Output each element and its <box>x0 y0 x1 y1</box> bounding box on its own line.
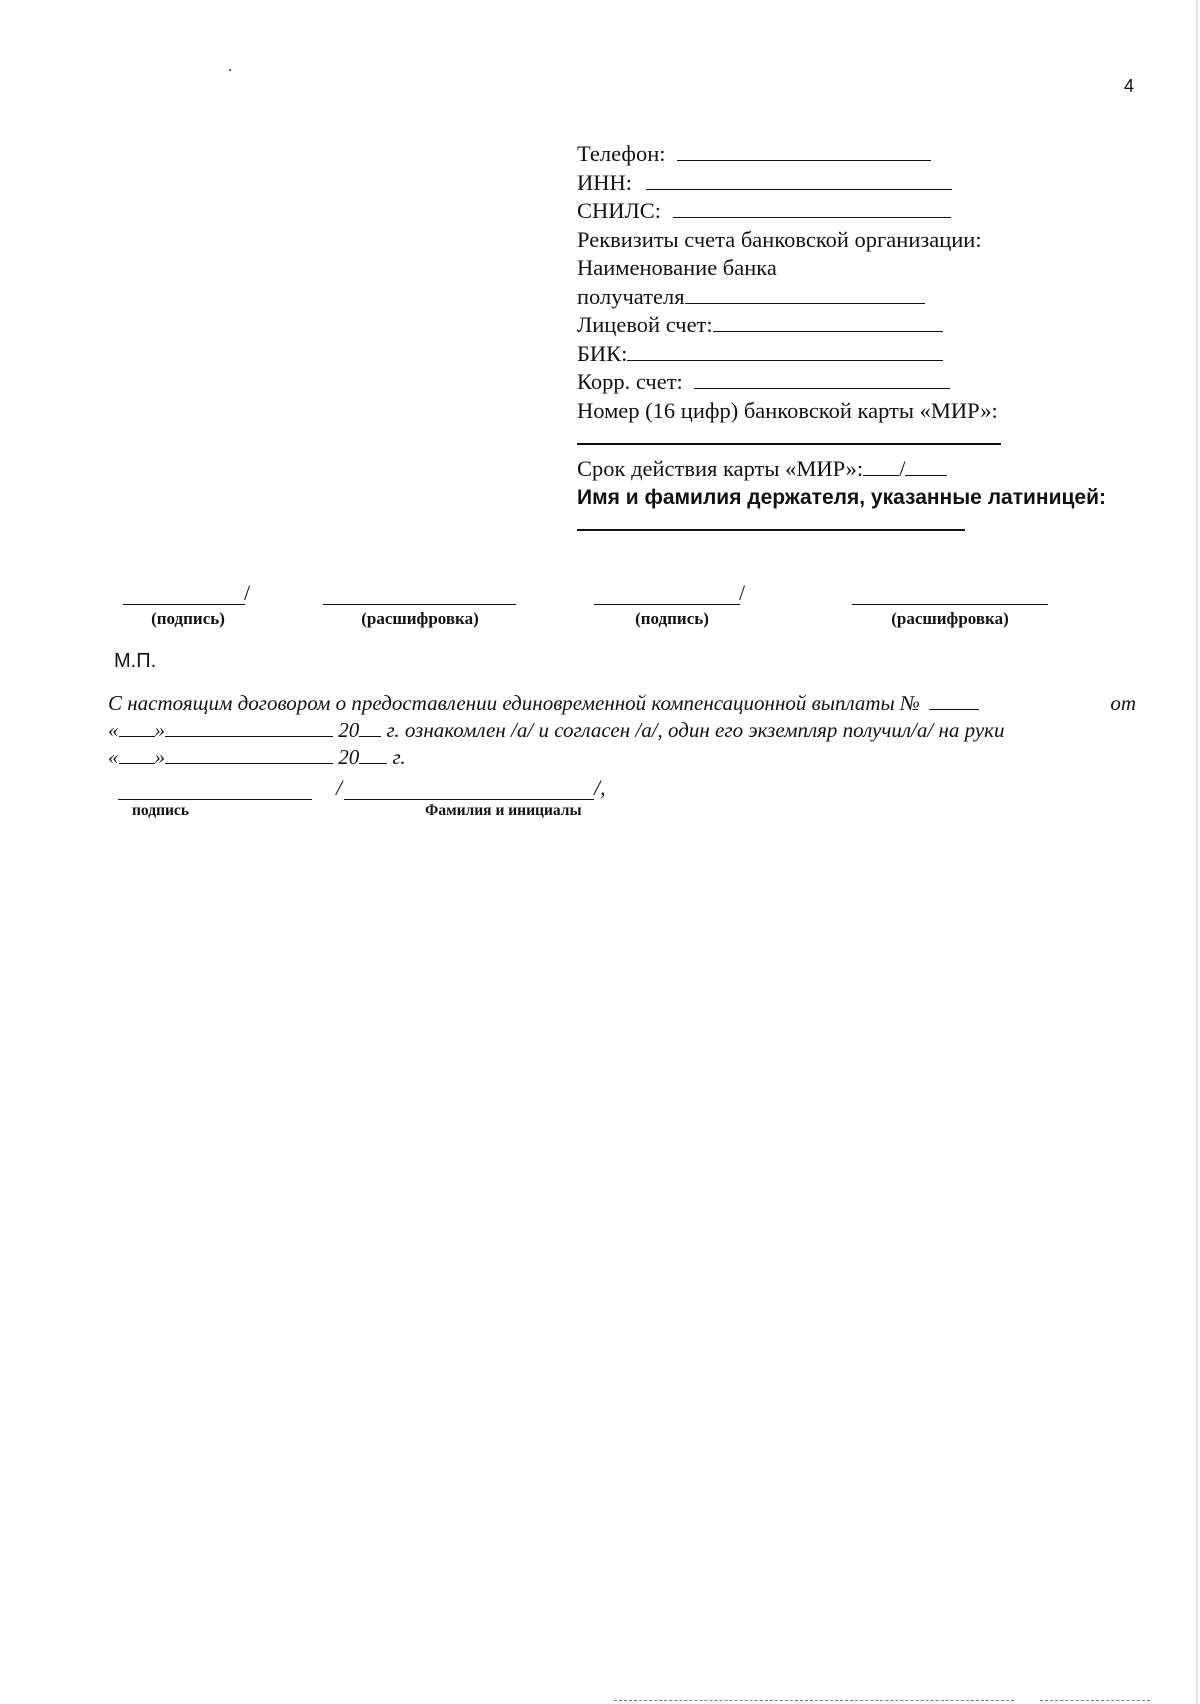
bik-label: БИК: <box>577 340 628 366</box>
card-expiry-slash: / <box>899 456 906 481</box>
decoding-caption-1: (расшифровка) <box>361 609 479 628</box>
decoding-field-1[interactable] <box>323 604 516 605</box>
ack-text-2: г. ознакомлен /а/ и согласен /а/, один его экземпляр получил/а/ на руки <box>386 718 1005 742</box>
ack-fullname-field[interactable] <box>344 799 594 800</box>
document-page: 4 Телефон: ИНН: СНИЛС: Реквизиты счета банковской организации: Наименование банка получателя Лицевой счет: БИК: Корр. счет: Номер (16 цифр) банковской карты «МИР»: Срок действия карты «МИР»: / Имя и фамилия держателя, указанные латиницей: / / (подпись) (расшифровка) (подпись) (расшифровка) М.П. С настоящим договором о предоставлении единовременной компенсационной выплаты № от « » 20 г. ознакомлен /а/ и согласен /а/, один его экземпляр получил/а/ на руки « » 20 г. / /, подпись Фамилия и инициалы <box>0 0 1200 1704</box>
personal-account-line <box>577 311 1137 340</box>
recipient-line <box>577 283 1137 312</box>
card-expiry-year-field[interactable] <box>905 456 947 476</box>
ack-day-field[interactable] <box>119 719 155 737</box>
personal-account-label: Лицевой счет: <box>577 312 713 337</box>
scan-edge <box>1196 0 1198 1704</box>
card-number-field[interactable] <box>577 443 1001 445</box>
bottom-scan-line-2 <box>1040 1700 1150 1701</box>
card-expiry-label: Срок действия карты «МИР»: <box>577 456 864 481</box>
snils-label: СНИЛС: <box>577 198 662 223</box>
receipt-month-field[interactable] <box>165 746 333 764</box>
inn-line <box>577 169 1137 198</box>
corr-account-line <box>577 368 1137 397</box>
ack-month-field[interactable] <box>165 719 333 737</box>
decoding-caption-2: (расшифровка) <box>891 609 1009 628</box>
inn-field[interactable] <box>646 170 952 190</box>
ack-text-1: С настоящим договором о предоставлении единовременной компенсационной выплаты № <box>108 691 920 715</box>
ack-line-1 <box>108 690 1136 717</box>
corr-account-field[interactable] <box>694 369 950 389</box>
signature-field-2[interactable] <box>594 604 740 605</box>
card-expiry-month-field[interactable] <box>863 456 899 476</box>
recipient-label: получателя <box>577 283 685 309</box>
scan-speck <box>229 69 231 71</box>
card-number-label: Номер (16 цифр) банковской карты «МИР»: <box>577 397 998 423</box>
ack-line-2: « » 20 г. ознакомлен /а/ и согласен /а/, один его экземпляр получил/а/ на руки <box>108 718 1005 742</box>
signature-field-1[interactable] <box>123 604 245 605</box>
personal-account-field[interactable] <box>713 312 943 332</box>
card-number-spacer <box>577 425 1137 455</box>
snils-line <box>577 197 1137 226</box>
holder-name-field[interactable] <box>577 529 965 531</box>
card-expiry-line <box>577 455 1137 484</box>
contract-number-field[interactable] <box>929 692 979 710</box>
bik-line <box>577 340 1137 369</box>
ack-fullname-caption: Фамилия и инициалы <box>425 802 582 819</box>
decoding-field-2[interactable] <box>852 604 1048 605</box>
stamp-place-label: М.П. <box>114 650 157 672</box>
ack-from: от <box>1110 691 1136 715</box>
corr-account-label: Корр. счет: <box>577 369 683 394</box>
recipient-field[interactable] <box>685 284 925 304</box>
bank-requisites-block <box>577 140 1137 512</box>
receipt-day-field[interactable] <box>119 746 155 764</box>
ack-signature-caption: подпись <box>132 802 190 819</box>
inn-label: ИНН: <box>577 169 632 195</box>
receipt-year-field[interactable] <box>359 746 387 764</box>
phone-label: Телефон: <box>577 141 666 166</box>
holder-name-label: Имя и фамилия держателя, указанные латиницей: <box>577 485 1106 509</box>
phone-field[interactable] <box>677 141 931 161</box>
bottom-scan-line <box>614 1700 1014 1701</box>
ack-year-field[interactable] <box>359 719 381 737</box>
ack-signature-field[interactable] <box>118 799 312 800</box>
signature-slash-2: / <box>739 580 746 605</box>
bik-field[interactable] <box>627 341 943 361</box>
signature-caption-1: (подпись) <box>151 609 225 628</box>
page-number: 4 <box>1124 76 1135 96</box>
ack-line-3: « » 20 г. <box>108 745 406 769</box>
phone-line <box>577 140 1137 169</box>
acknowledgement-block <box>108 690 1136 771</box>
signature-caption-2: (подпись) <box>635 609 709 628</box>
snils-field[interactable] <box>673 198 951 218</box>
signature-slash-1: / <box>244 580 251 605</box>
bank-name-label: Наименование банка <box>577 255 777 280</box>
bank-details-heading: Реквизиты счета банковской организации: <box>577 226 982 252</box>
